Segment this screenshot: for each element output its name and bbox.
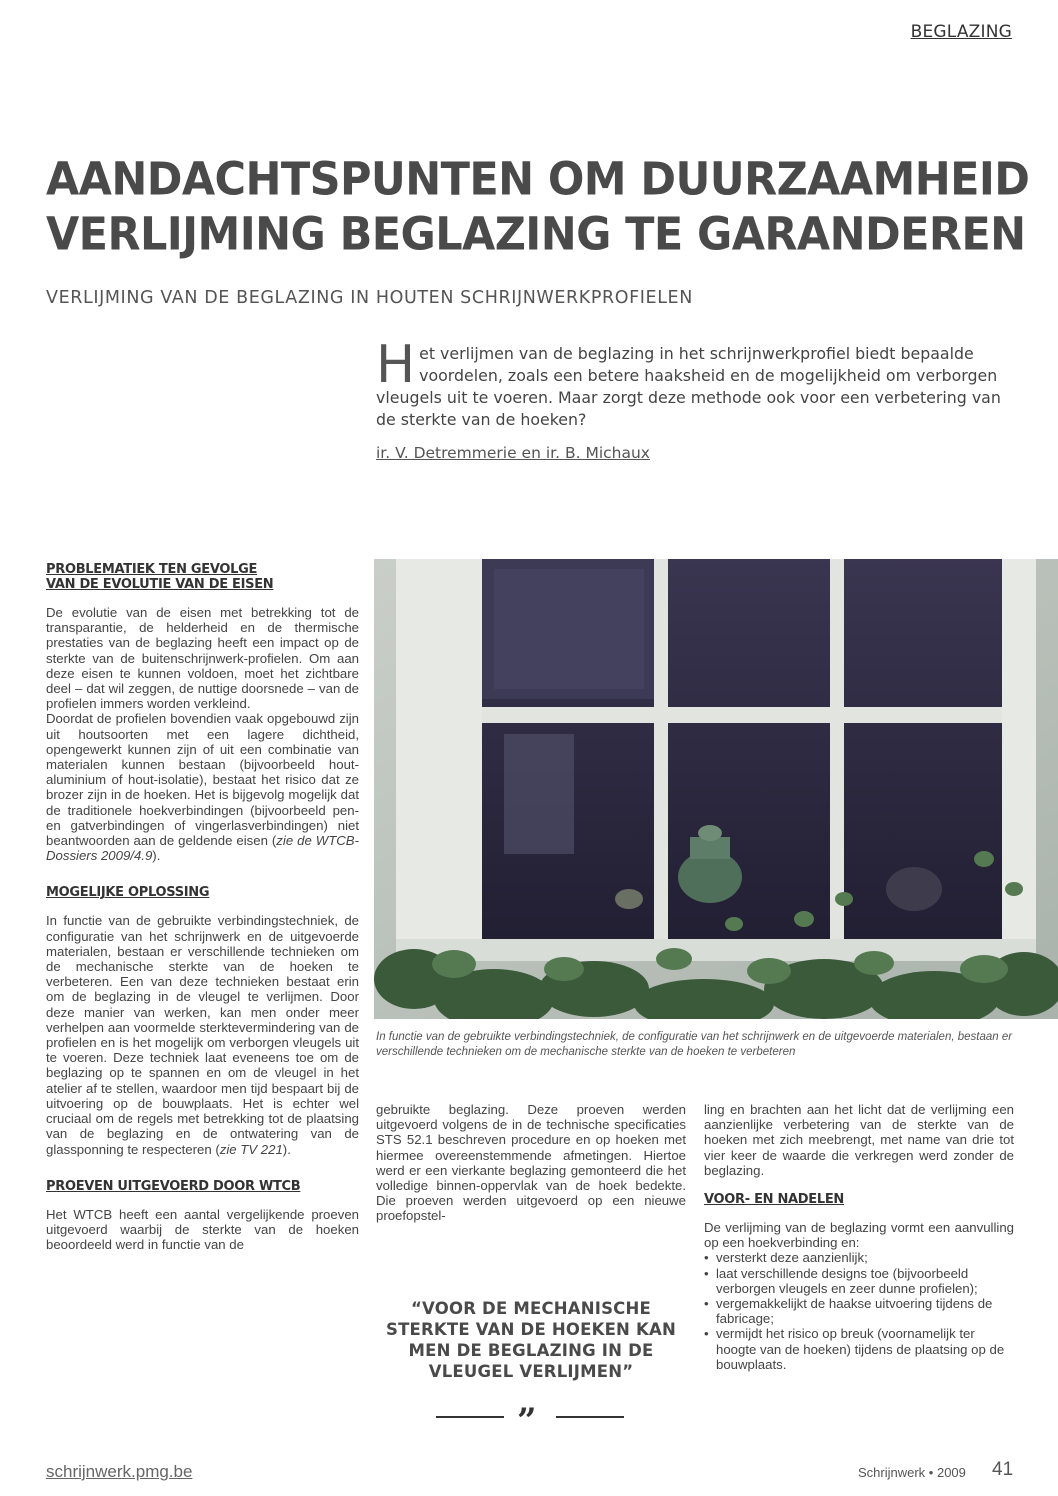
heading-problem xyxy=(46,562,359,592)
left-column xyxy=(46,562,359,1252)
heading-tests: PROEVEN UITGEVOERD DOOR WTCB xyxy=(46,1178,301,1194)
footer-issue: Schrijnwerk • 2009 xyxy=(858,1465,966,1480)
list-item: • versterkt deze aanzienlijk; xyxy=(704,1250,1014,1265)
list-item: • vermijdt het risico op breuk (voornamelijk ter hoogte van de hoeken) tijdens de plaatsing op de bouwplaats. xyxy=(704,1326,1014,1372)
problem-reference: zie de WTCB-Dossiers 2009/4.9 xyxy=(46,833,359,864)
pros-intro: De verlijming van de beglazing vormt een aanvulling op een hoekverbinding en: xyxy=(704,1220,1014,1251)
heading-solution: MOGELIJKE OPLOSSING xyxy=(46,885,210,901)
tests-paragraph-2: gebruikte beglazing. Deze proeven werden uitgevoerd volgens de in de technische specificaties STS 52.1 beschreven procedure en op hoeken met hiermee overeenstemmende afmetingen. Hiertoe werd er een vierkante beglazing gemonteerd die het volledige binnen-oppervlak van de hoek bedekte. Die proeven werden uitgevoerd op een nieuwe proefopstel- xyxy=(376,1102,686,1224)
article-subtitle: VERLIJMING VAN DE BEGLAZING IN HOUTEN SCHRIJNWERKPROFIELEN xyxy=(46,288,693,308)
article-title xyxy=(46,152,1030,262)
quote-rule-left xyxy=(436,1416,504,1418)
title-line-1: AANDACHTSPUNTEN OM DUURZAAMHEID xyxy=(46,153,1030,207)
photo-caption: In functie van de gebruikte verbindingstechniek, de configuratie van het schrijnwerk en de uitgevoerde materialen, bestaan er verschillende technieken om de mechanische sterkte van de hoeken te verbeteren xyxy=(376,1031,1013,1058)
list-item: • vergemakkelijkt de haakse uitvoering tijdens de fabricage; xyxy=(704,1296,1014,1326)
lead-paragraph xyxy=(376,335,1002,431)
solution-paragraph-text: In functie van de gebruikte verbindingstechniek, de configuratie van het schrijnwerk en de uitgevoerde materialen, bestaan er verschillende technieken om de mechanische sterkte van de hoeken te verbeteren. Een van deze technieken bestaat erin om de beglazing in de vleugel te verlijmen. Door deze manier van werken, kan men onder meer verhelpen aan voormelde sterktevermindering van de profielen en is het mogelijk om verborgen vleugels uit te voeren. Deze techniek laat eveneens toe om de beglazing op te spannen en om de vleugel in het atelier af te stellen, waardoor men tijd bespaart bij de uitvoering op de bouwplaats. Het is echter wel cruciaal om de regels met betrekking tot de plaatsing van de beglazing en de ontwatering van de glassponning te respecteren ( xyxy=(46,913,359,1157)
problem-paragraph-2-text: Doordat de profielen bovendien vaak opgebouwd zijn uit houtsoorten met een lagere dichtheid, opengewerkt kunnen zijn of uit een combinatie van materialen kunnen bestaan (bijvoorbeeld hout-aluminium of hout-isolatie), bestaat het risico dat ze brozer zijn in de hoeken. Het is bijgevolg mogelijk dat de traditionele hoekverbindingen (bijvoorbeeld pen-en gatverbindingen of vingerlasverbindingen) niet beantwoorden aan de geldende eisen ( xyxy=(46,711,359,849)
pros-list xyxy=(704,1250,1014,1372)
heading-problem-line-2: VAN DE EVOLUTIE VAN DE EISEN xyxy=(46,577,274,592)
solution-paragraph xyxy=(46,913,359,1156)
quote-rule-right xyxy=(556,1416,624,1418)
window-photo xyxy=(374,559,1058,1019)
heading-problem-line-1: PROBLEMATIEK TEN GEVOLGE xyxy=(46,562,258,577)
middle-column xyxy=(376,1102,686,1224)
tests-paragraph-1: Het WTCB heeft een aantal vergelijkende proeven uitgevoerd waarbij de sterkte van de hoeken beoordeeld werd in functie van de xyxy=(46,1206,359,1253)
problem-paragraph-1: De evolutie van de eisen met betrekking tot de transparantie, de helderheid en de thermische prestaties van de beglazing heeft een impact op de sterkte van de buitenschrijnwerk-profielen. Om aan deze eisen te kunnen voldoen, moet het zichtbare deel – dat wil zeggen, de nuttige doorsnede – van de profielen immers worden verkleind. xyxy=(46,605,359,712)
solution-paragraph-end: ). xyxy=(282,1141,291,1157)
footer-url-link[interactable]: schrijnwerk.pmg.be xyxy=(46,1462,193,1481)
lead-text: et verlijmen van de beglazing in het schrijnwerkprofiel biedt bepaalde voordelen, zoals een betere haaksheid en de mogelijkheid om verborgen vleugels uit te voeren. Maar zorgt deze methode ook voor een verbetering van de sterkte van de hoeken? xyxy=(376,344,1001,429)
pull-quote: “VOOR DE MECHANISCHE STERKTE VAN DE HOEKEN KAN MEN DE BEGLAZING IN DE VLEUGEL VERLIJMEN” xyxy=(386,1299,676,1381)
right-column xyxy=(704,1102,1014,1372)
quote-mark: ” xyxy=(517,1401,537,1441)
list-item: • laat verschillende designs toe (bijvoorbeeld verborgen vleugels en zeer dunne profielen); xyxy=(704,1266,1014,1296)
tests-paragraph-3: ling en brachten aan het licht dat de verlijming een aanzienlijke verbetering van de sterkte van de hoeken met zich meebrengt, met name van drie tot vier keer de waarde die verkregen werd zonder de beglazing. xyxy=(704,1102,1014,1178)
authors: ir. V. Detremmerie en ir. B. Michaux xyxy=(376,444,650,462)
page-number: 41 xyxy=(992,1459,1014,1480)
heading-pros-cons: VOOR- EN NADELEN xyxy=(704,1192,845,1208)
window-photo-illustration xyxy=(374,559,1058,1019)
problem-paragraph-2 xyxy=(46,711,359,863)
problem-paragraph-2-end: ). xyxy=(152,848,161,864)
title-line-2: VERLIJMING BEGLAZING TE GARANDEREN xyxy=(46,208,1026,262)
solution-reference: zie TV 221 xyxy=(219,1141,283,1157)
drop-cap: H xyxy=(376,335,416,395)
section-tag: BEGLAZING xyxy=(910,22,1012,42)
